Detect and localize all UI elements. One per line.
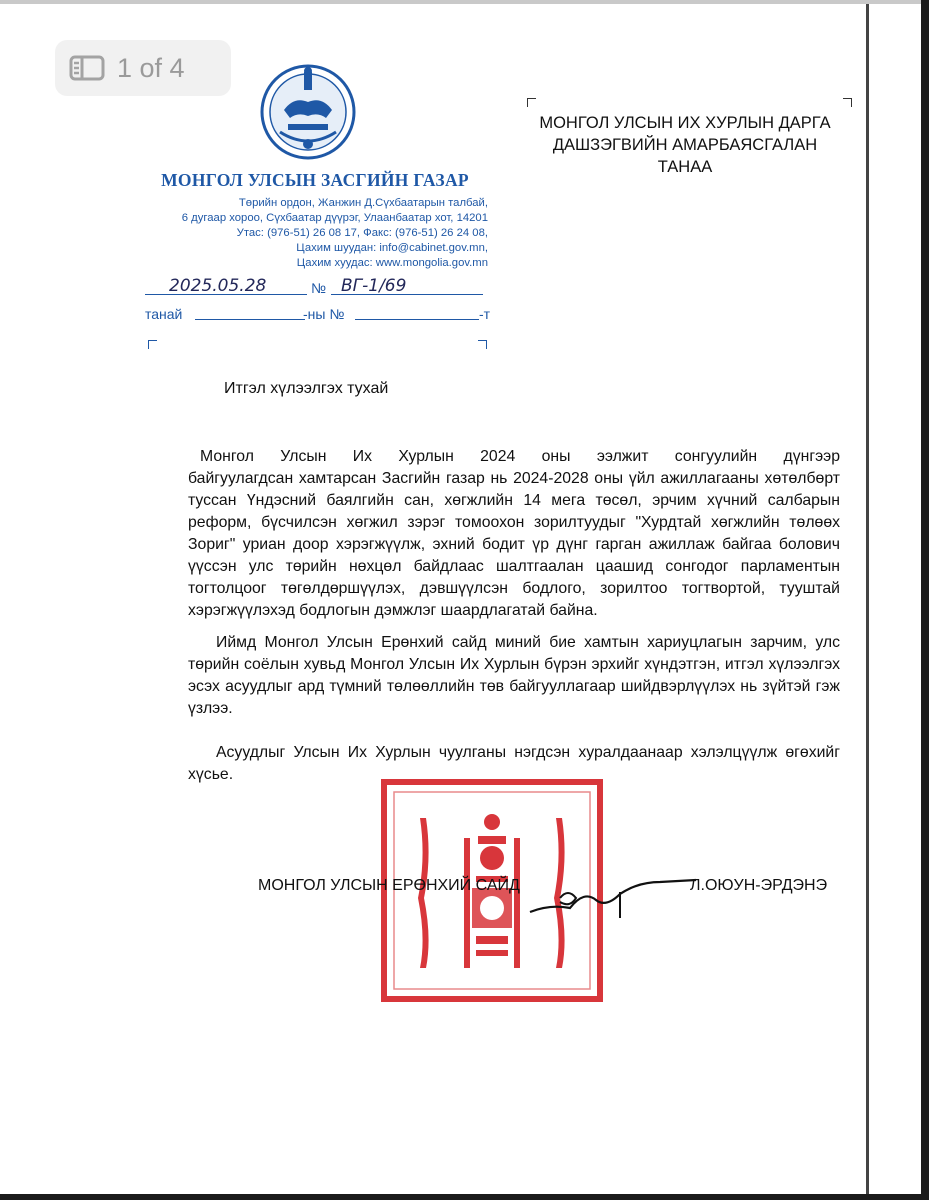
corner-mark — [478, 340, 487, 349]
viewer-right-edge — [921, 0, 929, 1200]
website-line: Цахим хуудас: www.mongolia.gov.mn — [296, 257, 488, 269]
viewer-bottom-edge — [0, 1194, 929, 1200]
recipient-line: МОНГОЛ УЛСЫН ИХ ХУРЛЫН ДАРГА — [539, 114, 831, 132]
body-paragraph-2: Иймд Монгол Улсын Ерөнхий сайд миний бие хамтын хариуцлагын зарчим, улс төрийн соёлын хувьд Монгол Улсын Их Хурлын бүрэн эрхийг хүндэтгэн, итгэл хүлээлгэх эсэх асуудлыг ард түмний төлөөллийн төв байгууллагаар шийдвэрлүүлэх нь зүйтэй гэж үзлээ. — [188, 634, 840, 717]
number-label: № — [311, 280, 327, 296]
organization-name: МОНГОЛ УЛСЫН ЗАСГИЙН ГАЗАР — [161, 170, 469, 190]
signatory-name: Л.ОЮУН-ЭРДЭНЭ — [690, 877, 828, 894]
letter-date: 2025.05.28 — [169, 276, 267, 296]
letter-subject: Итгэл хүлээлгэх тухай — [224, 380, 389, 397]
ny-no-label: -ны № — [303, 306, 345, 322]
recipient-line: ДАШЗЭГВИЙН АМАРБАЯСГАЛАН — [552, 136, 818, 154]
paragraph-first-line — [200, 446, 840, 468]
signatory-title: МОНГОЛ УЛСЫН ЕРӨНХИЙ САЙД — [258, 877, 520, 894]
body-paragraph-1 — [188, 446, 840, 622]
paragraph-text: байгуулагдсан хамтарсан Засгийн газар нь 2024-2028 оны үйл ажиллагааны хөтөлбөрт туссан Үндэсний баялгийн сан, хөгжлийн 14 мега төсөл, эрчим хүчний салбарын реформ, бүсчилсэн хөгжил зэрэг томоохон зорилтуудыг "Хурдтай хөгжлийн төлөөх Зориг" уриан доор хэрэгжүүлж, эхний бодит үр дүнг гарган ажиллаж байгаа болович үүссэн улс төрийн нөхцөл байдлаас шалтгаалан цаашид сонгодог парламентын тогтолцоог төгөлдөршүүлэх, дэвшүүлсэн бодлого, зорилтоо тогтвортой, тууштай хэрэгжүүлэхэд бодлогын дэмжлэг шаардлагатай байна. — [188, 470, 840, 619]
body-paragraph-3: Асуудлыг Улсын Их Хурлын чуулганы нэгдсэн хуралдаанаар хэлэлцүүлж өгөхийг хүсье. — [188, 744, 840, 783]
address-line: 6 дугаар хороо, Сүхбаатар дүүрэг, Улаанбаатар хот, 14201 — [181, 212, 488, 224]
email-line: Цахим шуудан: info@cabinet.gov.mn, — [296, 242, 488, 254]
recipient-block — [520, 112, 850, 178]
reply-reference-row — [145, 302, 495, 324]
page-counter[interactable] — [55, 40, 231, 96]
viewer-top-edge — [0, 0, 929, 4]
state-emblem-icon — [258, 62, 358, 162]
page-edge — [866, 4, 869, 1194]
handwritten-signature-icon — [520, 868, 700, 928]
page-counter-label: 1 of 4 — [117, 52, 185, 83]
sidebar-toggle-icon[interactable] — [69, 55, 105, 81]
letter-number: ВГ-1/69 — [341, 276, 407, 296]
phone-line: Утас: (976-51) 26 08 17, Факс: (976-51) 26 24 08, — [236, 227, 488, 239]
address-line: Төрийн ордон, Жанжин Д.Сүхбаатарын талбай, — [238, 197, 488, 209]
corner-mark — [527, 98, 536, 107]
paragraph-text: Монгол Улсын Их Хурлын 2024 оны ээлжит сонгуулийн дүнгээр — [200, 448, 840, 465]
tanai-label: танай — [145, 306, 183, 322]
reference-row — [145, 276, 485, 302]
corner-mark — [843, 98, 852, 107]
t-label: -т — [479, 306, 491, 322]
corner-mark — [148, 340, 157, 349]
recipient-line: ТАНАА — [657, 158, 713, 176]
